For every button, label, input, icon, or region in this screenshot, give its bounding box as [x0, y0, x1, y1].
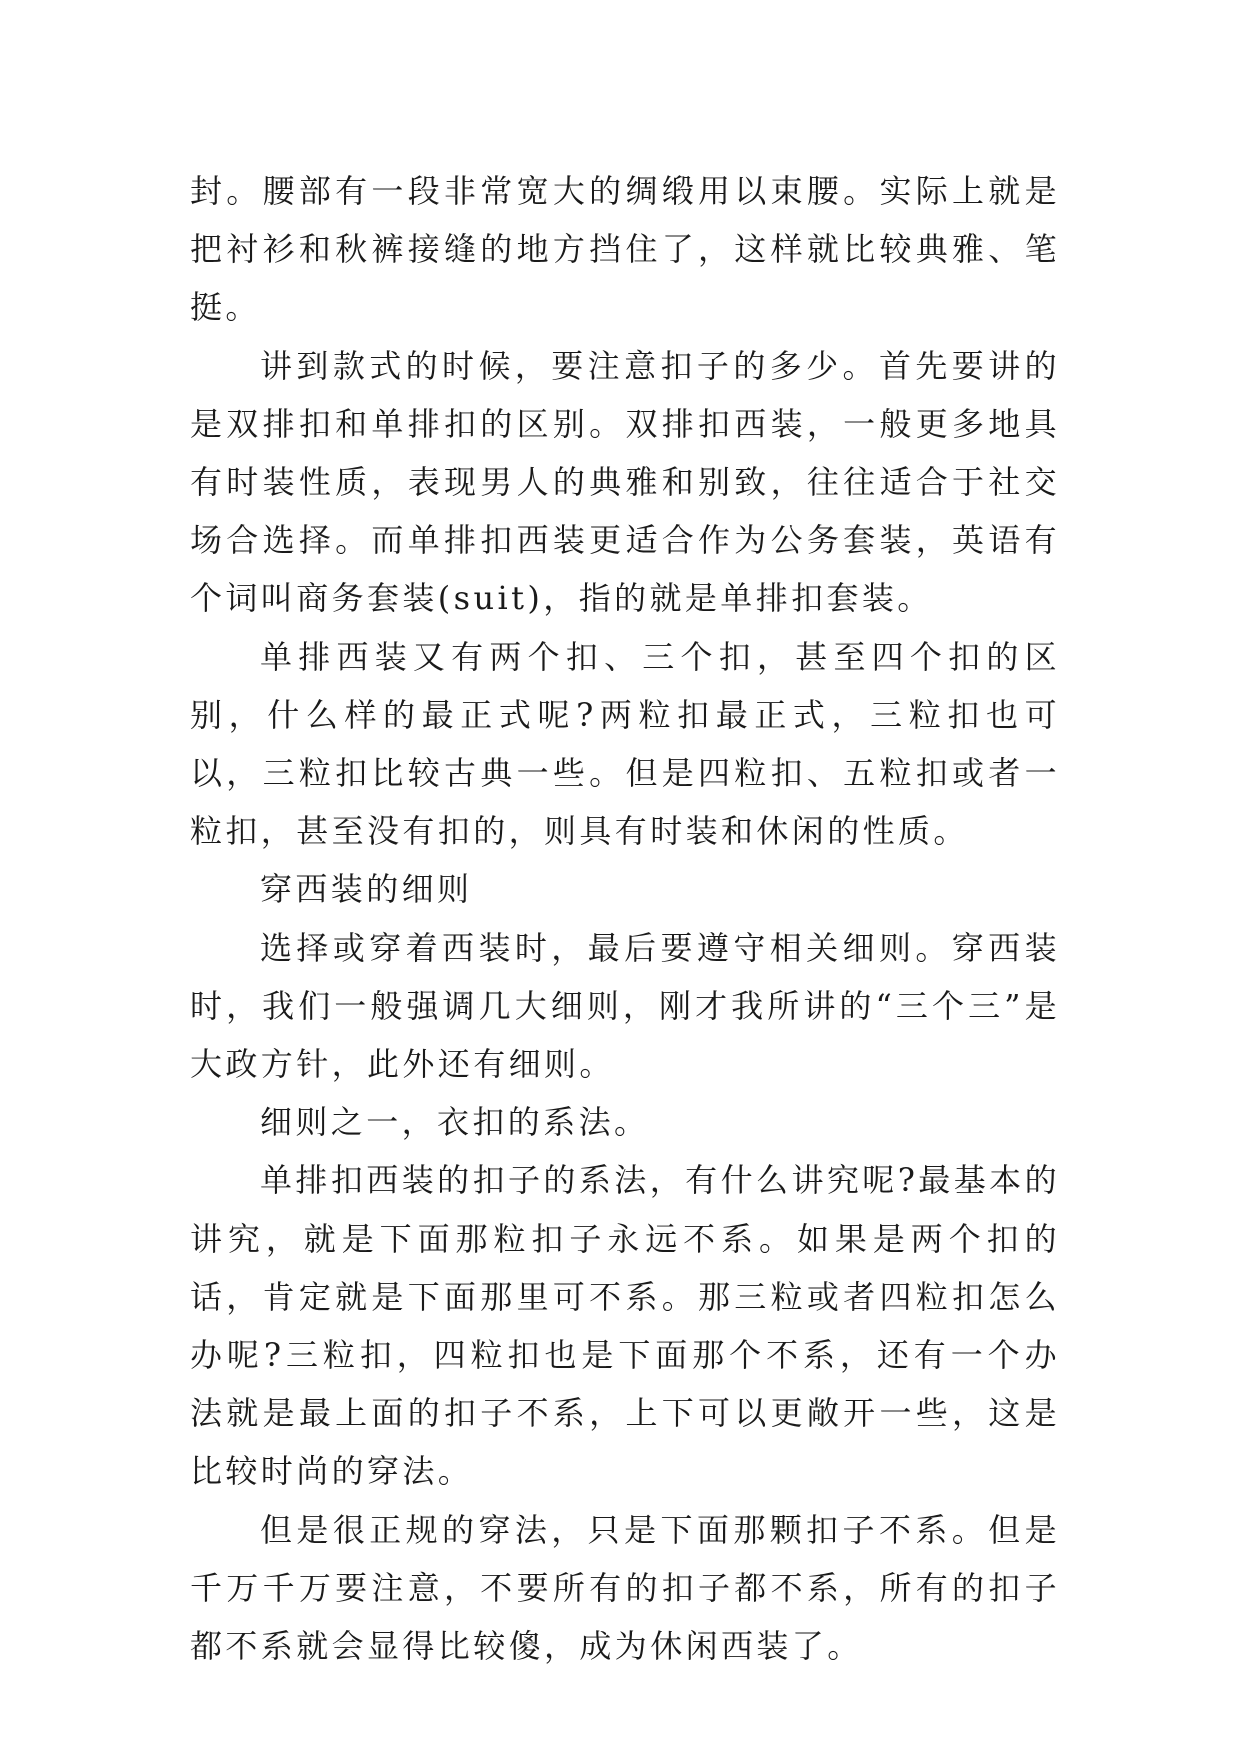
- paragraph-rules-intro: 选择或穿着西装时，最后要遵守相关细则。穿西装时，我们一般强调几大细则，刚才我所讲的“三个三”是大政方针，此外还有细则。: [190, 928, 1060, 1084]
- rule-one-heading: 细则之一，衣扣的系法。: [260, 1103, 650, 1142]
- paragraph-formal-fastening: 但是很正规的穿法，只是下面那颗扣子不系。但是千万千万要注意，不要所有的扣子都不系，所有的扣子都不系就会显得比较傻，成为休闲西装了。: [190, 1510, 1060, 1666]
- paragraph-button-count: 讲到款式的时候，要注意扣子的多少。首先要讲的是双排扣和单排扣的区别。双排扣西装，一般更多地具有时装性质，表现男人的典雅和别致，往往适合于社交场合选择。而单排扣西装更适合作为公务套装，英语有个词叫商务套装(suit)，指的就是单排扣套装。: [190, 346, 1060, 618]
- paragraph-single-breasted: 单排西装又有两个扣、三个扣，甚至四个扣的区别，什么样的最正式呢?两粒扣最正式，三粒扣也可以，三粒扣比较古典一些。但是四粒扣、五粒扣或者一粒扣，甚至没有扣的，则具有时装和休闲的性质。: [190, 637, 1060, 851]
- paragraph-button-fastening: 单排扣西装的扣子的系法，有什么讲究呢?最基本的讲究，就是下面那粒扣子永远不系。如果是两个扣的话，肯定就是下面那里可不系。那三粒或者四粒扣怎么办呢?三粒扣，四粒扣也是下面那个不系，还有一个办法就是最上面的扣子不系，上下可以更敞开一些，这是比较时尚的穿法。: [190, 1161, 1060, 1491]
- document-body: [190, 162, 1060, 1675]
- section-heading: 穿西装的细则: [260, 870, 473, 909]
- paragraph-continuation: 封。腰部有一段非常宽大的绸缎用以束腰。实际上就是把衬衫和秋裤接缝的地方挡住了，这样就比较典雅、笔挺。: [190, 172, 1060, 327]
